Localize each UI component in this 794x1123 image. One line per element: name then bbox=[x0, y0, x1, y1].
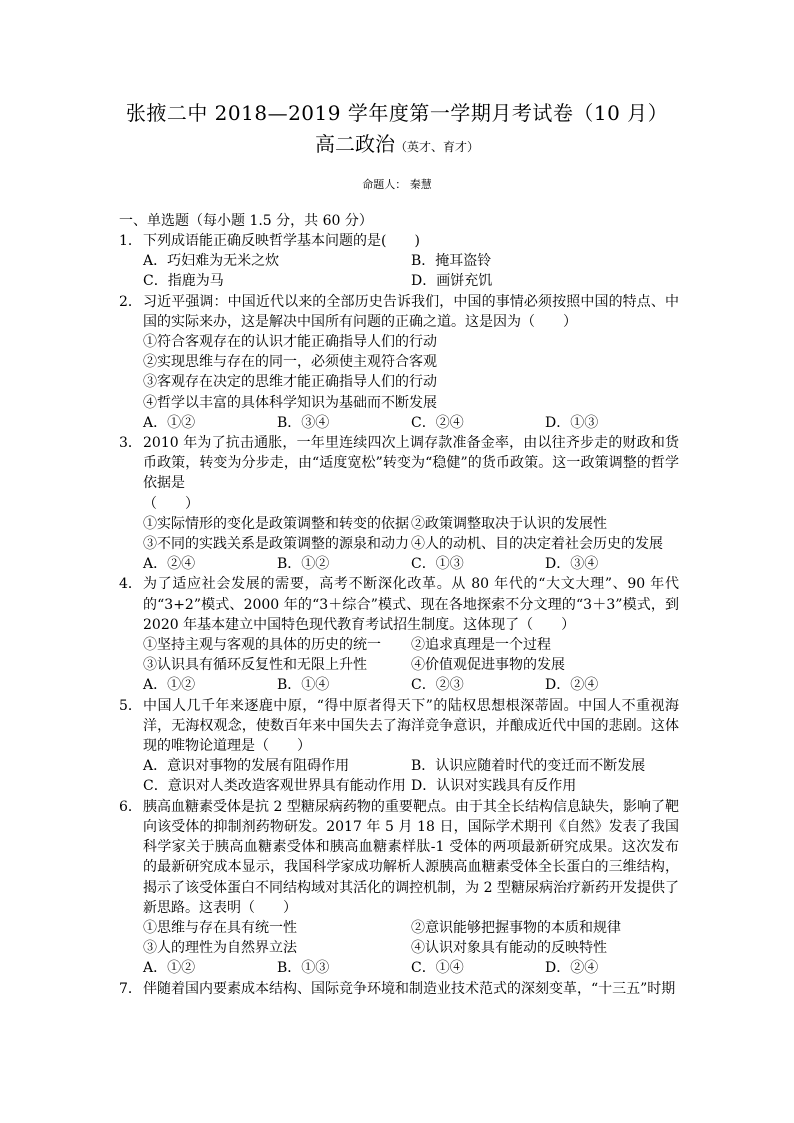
option-c: C．意识对人类改造客观世界具有能动作用 bbox=[143, 778, 406, 795]
question-list bbox=[119, 231, 679, 999]
question-stem: 2010 年为了抗击通胀，一年里连续四次上调存款准备金率，由以往齐步走的财政和货币政策，转变为分步走，由“适度宽松”转变为“稳健”的货币政策。这一政策调整的哲学依据是 bbox=[143, 435, 679, 492]
option-c: C．①③ bbox=[411, 556, 464, 573]
question-5 bbox=[119, 696, 679, 797]
option-c: C．①④ bbox=[411, 960, 464, 977]
question-stem: 下列成语能正确反映哲学基本问题的是( ) bbox=[143, 233, 420, 249]
question-number: 4． bbox=[119, 576, 142, 593]
options-row bbox=[143, 756, 679, 776]
statements-row bbox=[143, 918, 679, 938]
statement-3: ③不同的实践关系是政策调整的源泉和动力 bbox=[143, 536, 409, 553]
exam-subtitle bbox=[0, 128, 794, 157]
question-2 bbox=[119, 292, 679, 433]
question-1 bbox=[119, 231, 679, 292]
statements-row bbox=[143, 655, 679, 675]
question-number: 7． bbox=[119, 980, 142, 997]
option-c: C．②③ bbox=[411, 677, 464, 694]
statement-4: ④价值观促进事物的发展 bbox=[411, 657, 565, 674]
question-3 bbox=[119, 433, 679, 574]
statement-1: ①符合客观存在的认识才能正确指导人们的行动 bbox=[143, 334, 437, 351]
class-note: （英才、育才） bbox=[394, 140, 479, 154]
option-b: B．①② bbox=[277, 556, 330, 573]
option-b: B．①③ bbox=[277, 960, 330, 977]
question-number: 1． bbox=[119, 233, 142, 249]
exam-title: 张掖二中 2018—2019 学年度第一学期月考试卷（10 月） bbox=[125, 101, 669, 125]
statement-4: ④哲学以丰富的具体科学知识为基础而不断发展 bbox=[143, 394, 437, 411]
statement-1: ①实际情形的变化是政策调整和转变的依据 bbox=[143, 515, 409, 532]
option-d: D．画饼充饥 bbox=[411, 273, 493, 290]
option-a: A．①② bbox=[143, 960, 196, 977]
subject-title: 高二政治 bbox=[314, 132, 395, 156]
question-number: 5． bbox=[119, 697, 142, 714]
option-d: D．②④ bbox=[545, 677, 599, 694]
option-a: A．②④ bbox=[143, 556, 196, 573]
option-b: B．③④ bbox=[277, 414, 330, 431]
option-c: C．②④ bbox=[411, 414, 464, 431]
question-number: 2． bbox=[119, 293, 142, 310]
option-a: A．①② bbox=[143, 677, 196, 694]
option-a: A．意识对事物的发展有阻碍作用 bbox=[143, 758, 350, 775]
question-number: 6． bbox=[119, 798, 142, 815]
statement-2: ②政策调整取决于认识的发展性 bbox=[411, 515, 607, 532]
options-row bbox=[143, 413, 679, 433]
statement-3: ③客观存在决定的思维才能正确指导人们的行动 bbox=[143, 374, 437, 391]
question-stem: 伴随着国内要素成本结构、国际竞争环境和制造业技术范式的深刻变革，“十三五”时期 bbox=[143, 980, 676, 997]
statements-row bbox=[143, 635, 679, 655]
options-row bbox=[143, 554, 679, 574]
statement-4: ④认识对象具有能动的反映特性 bbox=[411, 940, 607, 957]
question-7 bbox=[119, 979, 679, 999]
option-d: D．②④ bbox=[545, 960, 599, 977]
question-number: 3． bbox=[119, 435, 142, 452]
question-stem: 为了适应社会发展的需要，高考不断深化改革。从 80 年代的“大文大理”、90 年代的“3+2”模式、2000 年的“3＋综合”模式、现在各地探索不分文理的“3＋3”模式，到 2020 年基本建立中国特色现代教育考试招生制度。这体现了（ ） bbox=[143, 576, 679, 633]
statement-3: ③认识具有循环反复性和无限上升性 bbox=[143, 657, 367, 674]
statement-3: ③人的理性为自然界立法 bbox=[143, 940, 297, 957]
statement-1: ①坚持主观与客观的具体的历史的统一 bbox=[143, 637, 381, 654]
option-d: D．③④ bbox=[545, 556, 599, 573]
options-row bbox=[143, 776, 679, 796]
option-d: D．认识对实践具有反作用 bbox=[411, 778, 577, 795]
question-stem: 习近平强调：中国近代以来的全部历史告诉我们，中国的事情必须按照中国的特点、中国的实际来办，这是解决中国所有问题的正确之道。这是因为（ ） bbox=[143, 293, 679, 330]
statement-4: ④人的动机、目的决定着社会历史的发展 bbox=[411, 536, 663, 553]
option-b: B．掩耳盗铃 bbox=[411, 253, 492, 270]
statements-row bbox=[143, 514, 679, 534]
question-stem: 中国人几千年来逐鹿中原，“得中原者得天下”的陆权思想根深蒂固。中国人不重视海洋，无海权观念，使数百年来中国失去了海洋竞争意识，并酿成近代中国的悲剧。这体现的唯物论道理是（ ） bbox=[143, 697, 679, 755]
author-line: 命题人： 秦慧 bbox=[362, 178, 432, 191]
option-d: D．①③ bbox=[545, 414, 599, 431]
options-row bbox=[143, 958, 679, 978]
statement-1: ①思维与存在具有统一性 bbox=[143, 919, 297, 936]
section-heading: 一、单选题（每小题 1.5 分，共 60 分） bbox=[119, 213, 373, 229]
statement-2: ②意识能够把握事物的本质和规律 bbox=[411, 919, 621, 936]
statement-2: ②追求真理是一个过程 bbox=[411, 637, 551, 654]
statements-row bbox=[143, 534, 679, 554]
statement-2: ②实现思维与存在的同一，必须使主观符合客观 bbox=[143, 354, 437, 371]
options-row bbox=[143, 251, 679, 271]
options-row bbox=[143, 675, 679, 695]
question-6 bbox=[119, 797, 679, 979]
statements-row bbox=[143, 938, 679, 958]
option-b: B．①④ bbox=[277, 677, 330, 694]
question-4 bbox=[119, 574, 679, 695]
option-c: C．指鹿为马 bbox=[143, 273, 224, 290]
answer-paren: （ ） bbox=[143, 495, 199, 512]
option-a: A．巧妇难为无米之炊 bbox=[143, 253, 280, 270]
options-row bbox=[143, 271, 679, 291]
option-b: B．认识应随着时代的变迁而不断发展 bbox=[411, 758, 646, 775]
question-stem: 胰高血糖素受体是抗 2 型糖尿病药物的重要靶点。由于其全长结构信息缺失，影响了靶向该受体的抑制剂药物研发。2017 年 5 月 18 日，国际学术期刊《自然》发表了我国科学家关于胰高血糖素受体和胰高血糖素样肽-1 受体的两项最新研究成果。这次发布的最新研究成本显示，我国科学家成功解析人源胰高血糖素受体全长蛋白的三维结构，揭示了该受体蛋白不同结构域对其活化的调控机制，为 2 型糖尿病治疗新药开发提供了新思路。这表明（ ） bbox=[143, 798, 679, 916]
option-a: A．①② bbox=[143, 414, 196, 431]
